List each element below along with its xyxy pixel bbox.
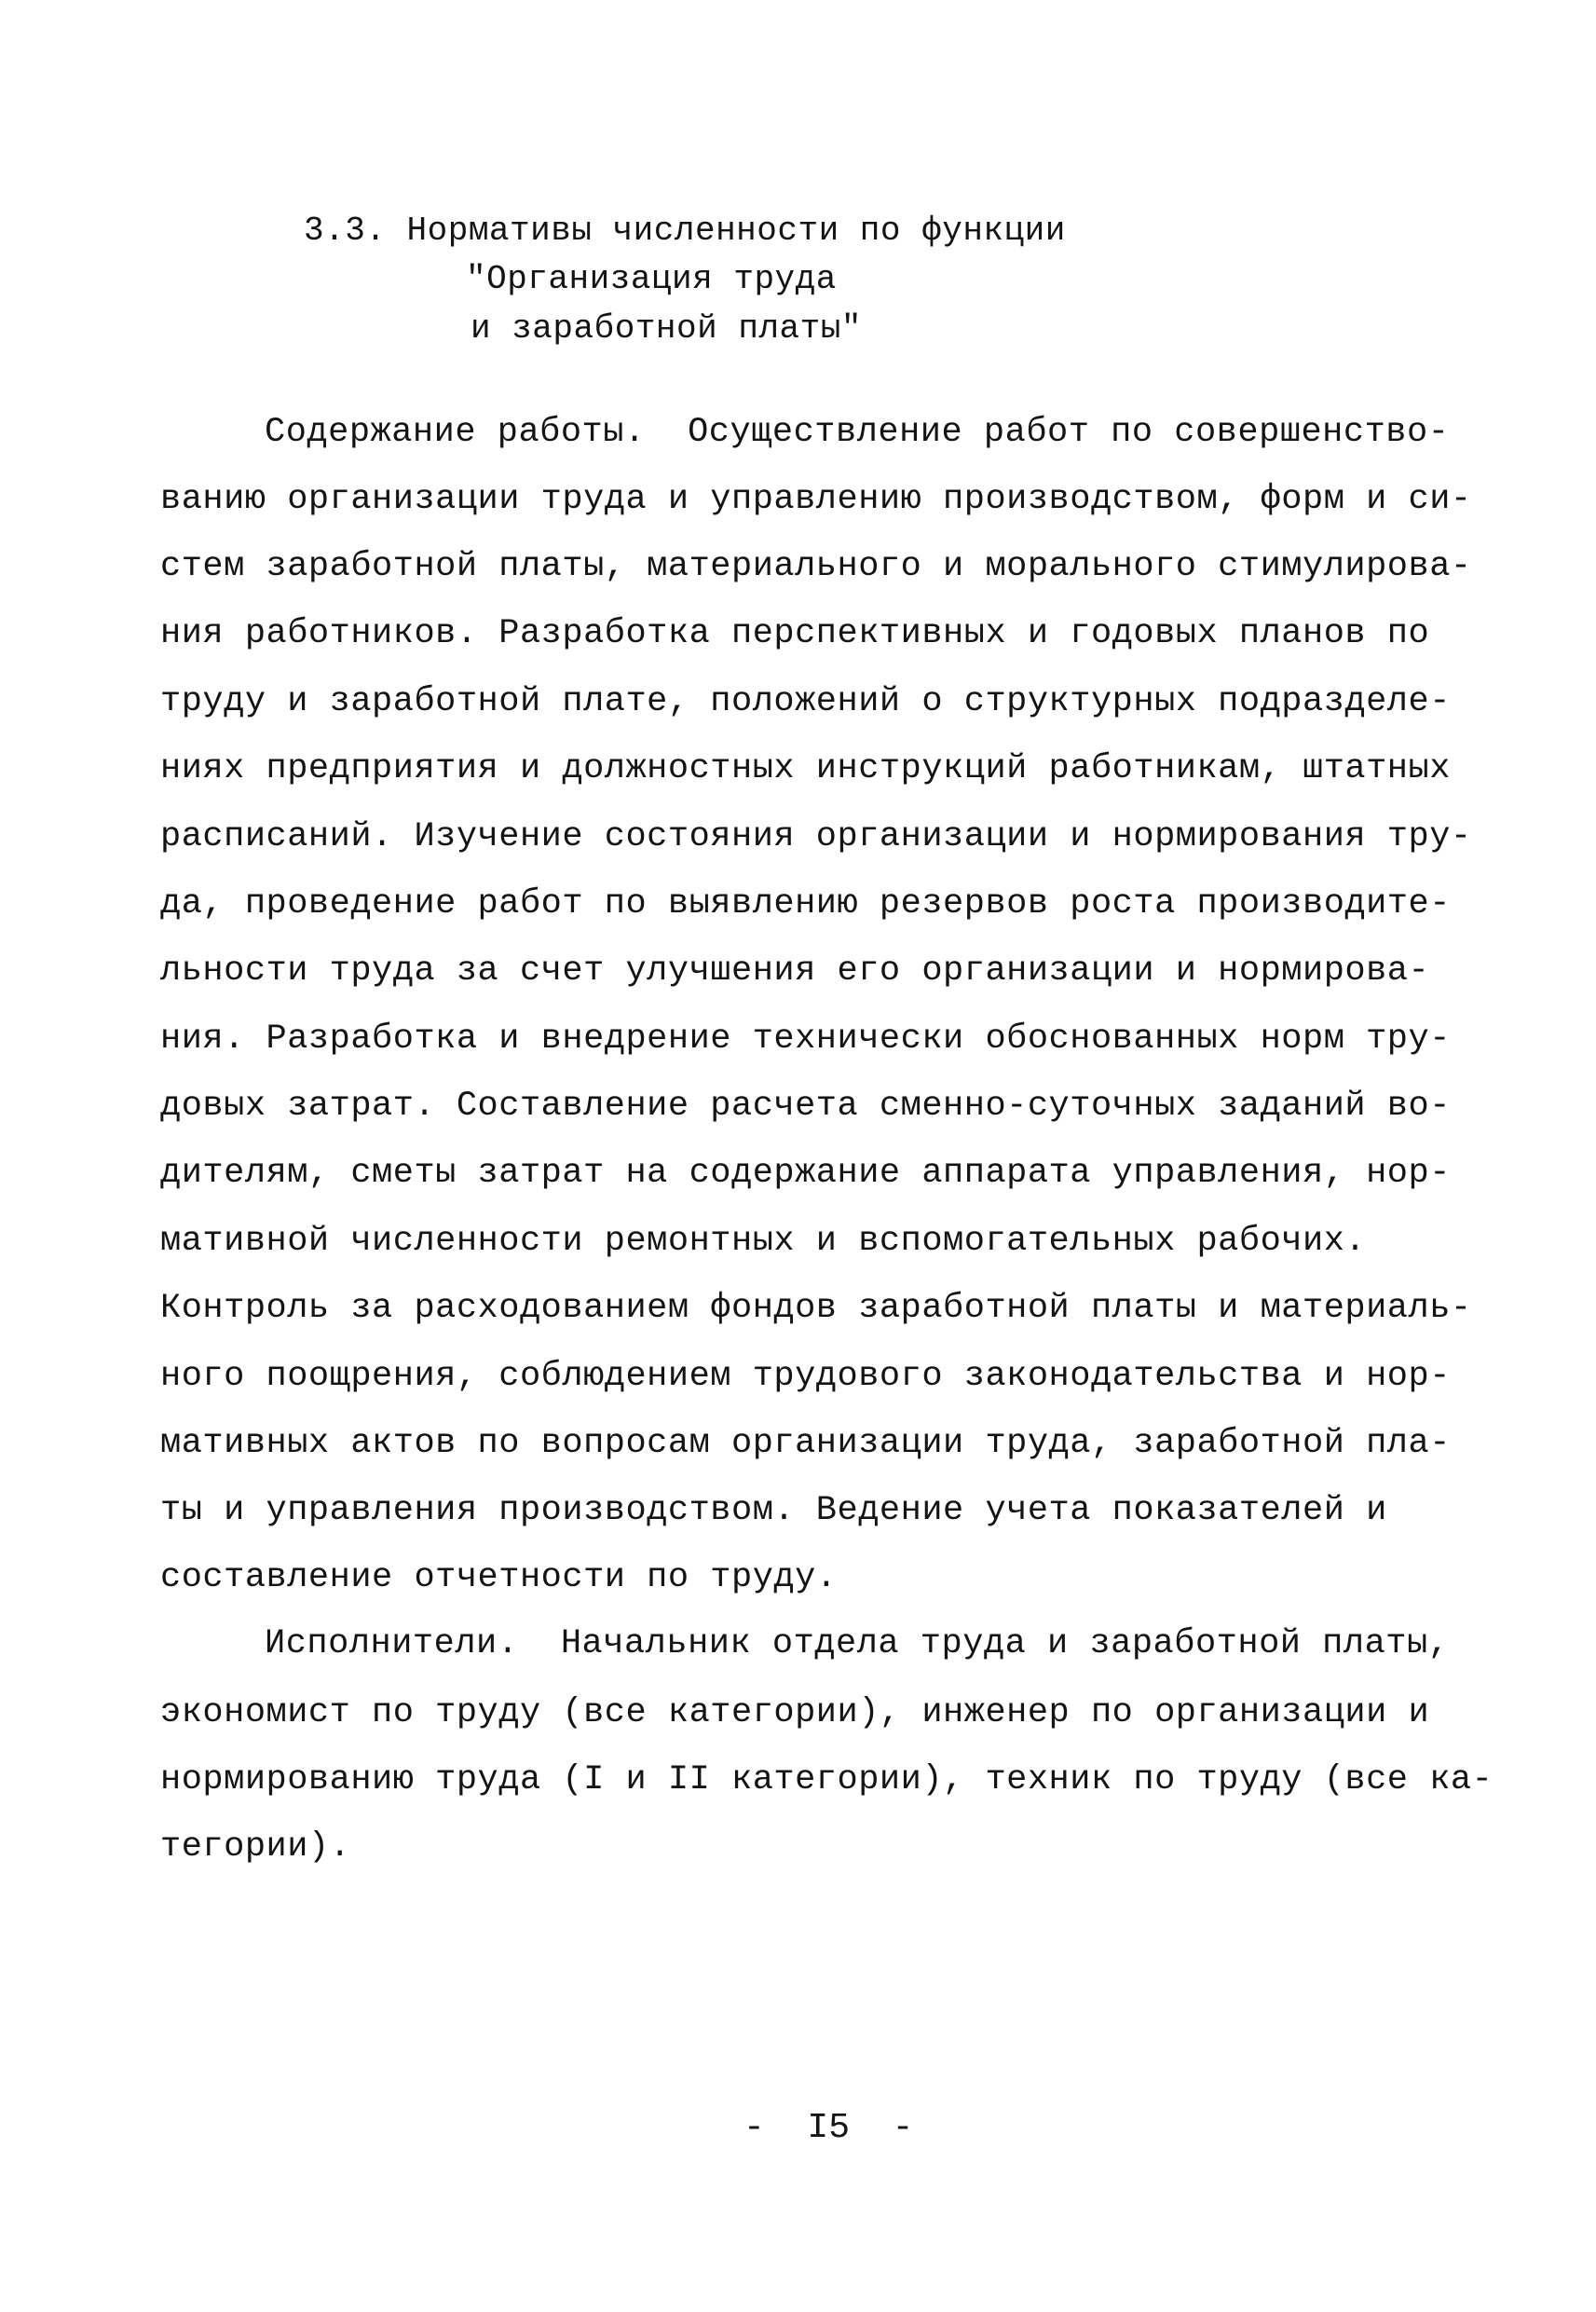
paragraph-line: стем заработной платы, материального и морального стимулирова- bbox=[160, 547, 1472, 586]
paragraph-line: Контроль за расходованием фондов заработной платы и материаль- bbox=[160, 1289, 1472, 1328]
paragraph-line: Исполнители. Начальник отдела труда и заработной платы, bbox=[265, 1624, 1450, 1663]
paragraph-line: нормированию труда (I и II категории), техник по труду (все ка- bbox=[160, 1760, 1494, 1799]
paragraph-line: тегории). bbox=[160, 1827, 351, 1867]
heading-line: 3.3. Нормативы численности по функции bbox=[304, 212, 1066, 250]
heading-line: "Организация труда bbox=[466, 260, 837, 298]
heading-line: и заработной платы" bbox=[471, 309, 862, 348]
paragraph-line: мативной численности ремонтных и вспомогательных рабочих. bbox=[160, 1222, 1367, 1261]
paragraph-line: труду и заработной плате, положений о структурных подразделе- bbox=[160, 682, 1451, 721]
paragraph-line: расписаний. Изучение состояния организации и нормирования тру- bbox=[160, 817, 1472, 856]
paragraph-line: ного поощрения, соблюдением трудового законодательства и нор- bbox=[160, 1357, 1451, 1396]
paragraph-line: экономист по труду (все категории), инженер по организации и bbox=[160, 1693, 1430, 1732]
paragraph-line: дителям, сметы затрат на содержание аппарата управления, нор- bbox=[160, 1154, 1451, 1193]
paragraph-line: ниях предприятия и должностных инструкций работникам, штатных bbox=[160, 749, 1451, 788]
paragraph-line: составление отчетности по труду. bbox=[160, 1558, 838, 1597]
paragraph-line: да, проведение работ по выявлению резервов роста производите- bbox=[160, 884, 1451, 923]
paragraph-line: льности труда за счет улучшения его организации и нормирова- bbox=[160, 951, 1430, 991]
paragraph-line: ты и управления производством. Ведение учета показателей и bbox=[160, 1491, 1387, 1530]
paragraph-line: довых затрат. Составление расчета сменно-суточных заданий во- bbox=[160, 1087, 1451, 1126]
page-number: - I5 - bbox=[743, 2108, 914, 2148]
paragraph-line: ванию организации труда и управлению производством, форм и си- bbox=[160, 480, 1472, 519]
paragraph-line: ния работников. Разработка перспективных и годовых планов по bbox=[160, 614, 1430, 653]
paragraph-line: Содержание работы. Осуществление работ по совершенство- bbox=[265, 413, 1450, 452]
paragraph-line: мативных актов по вопросам организации труда, заработной пла- bbox=[160, 1424, 1451, 1463]
paragraph-line: ния. Разработка и внедрение технически обоснованных норм тру- bbox=[160, 1019, 1451, 1059]
